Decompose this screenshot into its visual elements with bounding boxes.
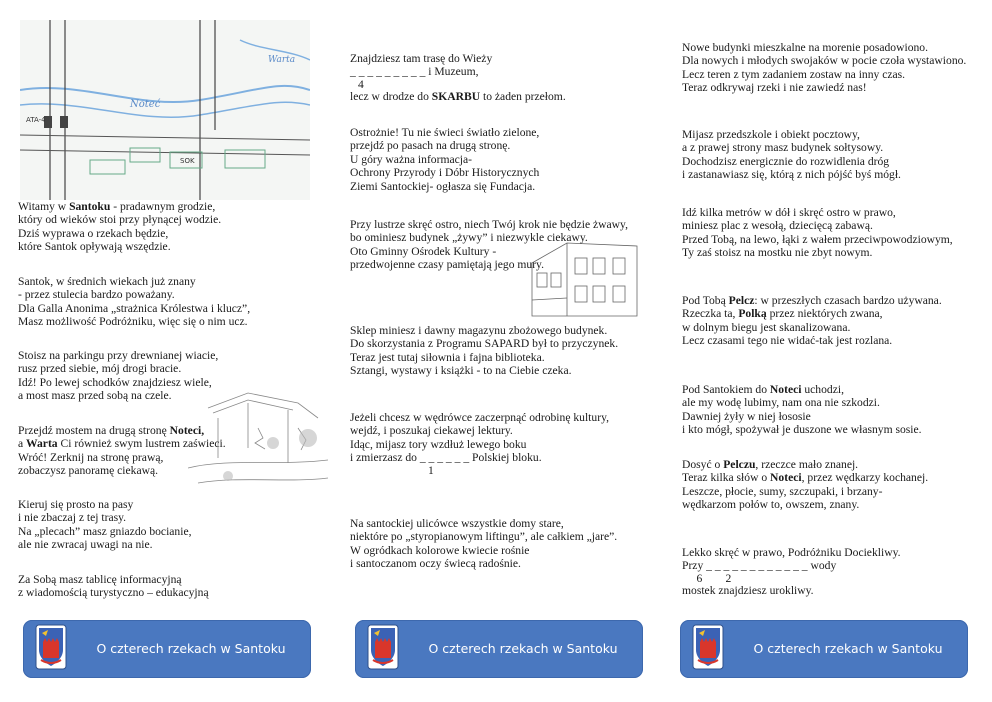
banner-title: O czterech rzekach w Santoku — [753, 641, 943, 656]
stanza: Za Sobą masz tablicę informacyjną z wiadomością turystyczno – edukacyjną — [18, 573, 209, 600]
santok-crest-icon — [692, 624, 724, 670]
santok-crest-icon — [35, 624, 67, 670]
footer-banner — [680, 620, 968, 678]
stanza: Nowe budynki mieszkalne na morenie posadowiono. Dla nowych i młodych swojaków w pocie czoła wystawiono. Lecz teren z tym zadaniem zostaw na inny czas. Teraz odkrywaj rzeki i nie zawiedź nas! — [682, 41, 967, 95]
stanza: Lekko skręć w prawo, Podróżniku Dociekliwy. Przy _ _ _ _ _ _ _ _ _ _ _ _ wody 6 2 mostek znajdziesz urokliwy. — [682, 546, 901, 597]
map-sketch-image — [20, 20, 310, 200]
footer-banner — [355, 620, 643, 678]
banner-title: O czterech rzekach w Santoku — [428, 641, 618, 656]
stanza: Dosyć o Pelczu, rzeczce mało znanej. Teraz kilka słów o Noteci, przez wędkarzy kochanej. Leszcze, płocie, sumy, szczupaki, i brzany- wędkarzom połów to, owszem, znany. — [682, 458, 929, 512]
map-label-road: ATA-4 — [26, 116, 46, 124]
stanza: Pod Santokiem do Noteci uchodzi, ale my wodę lubimy, nam ona nie szkodzi. Dawniej żyły w niej łososie i kto mógł, spożywał je duszone we własnym sosie. — [682, 383, 922, 437]
column-2 — [350, 0, 650, 702]
stanza: Sklep miniesz i dawny magazynu zbożowego budynek. Do skorzystania z Programu SAPARD był to przyczynek. Teraz jest tutaj siłownia i fajna biblioteka. Sztangi, wystawy i książki - to na Ciebie czeka. — [350, 324, 619, 378]
bridge-sketch-image — [188, 388, 328, 493]
stanza: Kieruj się prosto na pasy i nie zbaczaj z tej trasy. Na „plecach” masz gniazdo bocianie, ale nie zwracaj uwagi na nie. — [18, 498, 192, 552]
stanza: Witamy w Santoku - pradawnym grodzie, który od wieków stoi przy płynącej wodzie. Dziś wyprawa o rzekach będzie, które Santok opływają wszędzie. — [18, 200, 222, 254]
footer-banner — [23, 620, 311, 678]
stanza: Przejdź mostem na drugą stronę Noteci, a Warta Ci również swym lustrem zaświeci. Wróć! Zerknij na stronę prawą, zobaczysz panoramę ciekawą. — [18, 424, 226, 478]
stanza: Stoisz na parkingu przy drewnianej wiacie, rusz przed siebie, mój drogi bracie. Idź! Po lewej schodków znajdziesz wiele, a most masz przed sobą na czele. — [18, 349, 219, 403]
stanza: Idź kilka metrów w dół i skręć ostro w prawo, miniesz plac z wesołą, dziecięcą zabawą. Przed Tobą, na lewo, łąki z wałem przeciwpowodziowym, Ty zaś stoisz na mostku nie zbyt nowym. — [682, 206, 953, 260]
column-3 — [682, 0, 982, 702]
map-label-warta: Warta — [268, 55, 296, 65]
stanza: Ostrożnie! Tu nie świeci światło zielone, przejdź po pasach na drugą stronę. U góry ważna informacja- Ochrony Przyrody i Dóbr Historycznych Ziemi Santockiej- ogłasza się Fundacja. — [350, 126, 540, 193]
column-1 — [18, 0, 318, 702]
map-label-notec: Noteć — [130, 99, 161, 110]
stanza: Pod Tobą Pelcz: w przeszłych czasach bardzo używana. Rzeczka ta, Polką przez niektórych zwana, w dolnym biegu jest skanalizowana. Lecz czasami tego nie widać-tak jest rozlana. — [682, 294, 942, 348]
stanza: Santok, w średnich wiekach już znany - przez stulecia bardzo poważany. Dla Galla Anonima „strażnica Królestwa i klucz”, Masz możliwość Podróżniku, więc się o nim ucz. — [18, 275, 251, 329]
stanza: Przy lustrze skręć ostro, niech Twój krok nie będzie żwawy, bo ominiesz budynek „żywy” i niezwykle ciekawy. Oto Gminny Ośrodek Kultury - przedwojenne czasy pamiętają jego mury. — [350, 218, 628, 272]
stanza: Mijasz przedszkole i obiekt pocztowy, a z prawej strony masz budynek sołtysowy. Dochodzisz energicznie do rozwidlenia dróg i zastanawiasz się, którą z nich pójść byś mógł. — [682, 128, 901, 182]
stanza: Znajdziesz tam trasę do Wieży _ _ _ _ _ _ _ _ _ i Muzeum, 4 lecz w drodze do SKARBU to żaden przełom. — [350, 52, 566, 103]
stanza: Na santockiej ulicówce wszystkie domy stare, niektóre po „styropianowym liftingu”, ale całkiem „jare”. W ogródkach kolorowe kwiecie rośnie i santoczanom oczy świecą radośnie. — [350, 517, 618, 571]
santok-crest-icon — [367, 624, 399, 670]
stanza: Jeżeli chcesz w wędrówce zaczerpnąć odrobinę kultury, wejdź, i poszukaj ciekawej lektury. Idąc, mijasz tory wzdłuż lewego boku i zmierzasz do _ _ _ _ _ _ Polskiej bloku. 1 — [350, 411, 610, 477]
map-label-shops: SOK — [180, 157, 195, 165]
banner-title: O czterech rzekach w Santoku — [96, 641, 286, 656]
culture-house-sketch-image — [527, 238, 642, 320]
